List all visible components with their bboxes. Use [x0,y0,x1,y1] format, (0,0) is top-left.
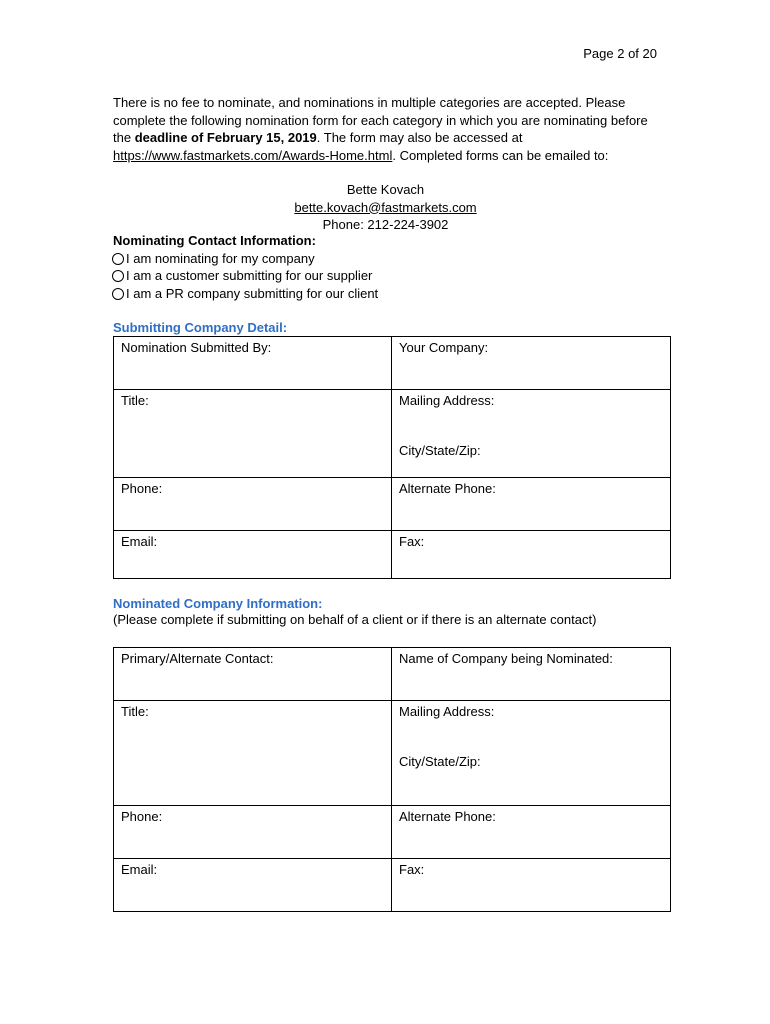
phone-field[interactable] [114,478,392,531]
nominated-company-table [113,647,671,912]
intro-paragraph [113,94,658,164]
title-field[interactable] [114,390,392,478]
intro-text: There is no fee to nominate, and nominations in multiple categories are accepted. Please complete the following nomination form for each category in which you are nominating before the [113,95,648,145]
email-field[interactable] [114,531,392,579]
radio-option-customer[interactable] [112,267,372,284]
your-company-field[interactable] [392,337,671,390]
radio-circle-icon[interactable] [112,288,124,300]
table-row [114,390,671,478]
field-label: Fax: [399,534,425,549]
fax-field[interactable] [392,531,671,579]
awards-link[interactable]: https://www.fastmarkets.com/Awards-Home.html [113,147,393,163]
field-label: Fax: [399,862,425,877]
email-field[interactable] [114,859,392,912]
field-label: City/State/Zip: [399,754,481,769]
submitting-company-heading: Submitting Company Detail: [113,320,288,335]
field-label: Mailing Address: [399,704,495,719]
mailing-address-field[interactable] [392,701,671,806]
primary-alternate-contact-field[interactable] [114,648,392,701]
radio-circle-icon[interactable] [112,253,124,265]
deadline-text: deadline of February 15, 2019 [134,130,317,145]
mailing-address-field[interactable] [392,390,671,478]
intro-text-2: . The form may also be accessed at [316,130,523,145]
field-label: Email: [121,534,158,549]
radio-label: I am nominating for my company [126,251,315,266]
field-label: Phone: [121,809,163,824]
field-label: Title: [121,393,149,408]
table-row [114,859,671,912]
field-label: Mailing Address: [399,393,495,408]
field-label: Your Company: [399,340,489,355]
field-label: Phone: [121,481,163,496]
contact-block [113,181,658,234]
radio-label: I am a PR company submitting for our client [126,286,379,301]
nominated-company-heading: Nominated Company Information: [113,596,323,611]
radio-option-my-company[interactable] [112,250,315,267]
field-label: Name of Company being Nominated: [399,651,613,666]
fax-field[interactable] [392,859,671,912]
intro-text-3: . Completed forms can be emailed to: [392,147,609,163]
alternate-phone-field[interactable] [392,478,671,531]
field-label: Email: [121,862,158,877]
table-row [114,806,671,859]
table-row [114,478,671,531]
radio-option-pr-company[interactable] [112,285,378,302]
nomination-submitted-by-field[interactable] [114,337,392,390]
nominated-note: (Please complete if submitting on behalf of a client or if there is an alternate contact) [113,612,597,627]
table-row [114,648,671,701]
radio-label: I am a customer submitting for our supplier [126,268,373,283]
nominating-contact-heading: Nominating Contact Information: [113,233,316,248]
field-label: Nomination Submitted By: [121,340,272,355]
table-row [114,701,671,806]
table-row [114,531,671,579]
field-label: Primary/Alternate Contact: [121,651,274,666]
table-row [114,337,671,390]
contact-name: Bette Kovach [346,182,425,197]
field-label: City/State/Zip: [399,443,481,458]
submitting-company-table [113,336,671,579]
alternate-phone-field[interactable] [392,806,671,859]
field-label: Title: [121,704,149,719]
field-label: Alternate Phone: [399,481,496,496]
phone-field[interactable] [114,806,392,859]
title-field[interactable] [114,701,392,806]
field-label: Alternate Phone: [399,809,496,824]
contact-email-link[interactable]: bette.kovach@fastmarkets.com [294,199,477,215]
page-number: Page 2 of 20 [583,46,657,61]
radio-circle-icon[interactable] [112,270,124,282]
company-nominated-field[interactable] [392,648,671,701]
contact-phone: Phone: 212-224-3902 [322,217,449,232]
